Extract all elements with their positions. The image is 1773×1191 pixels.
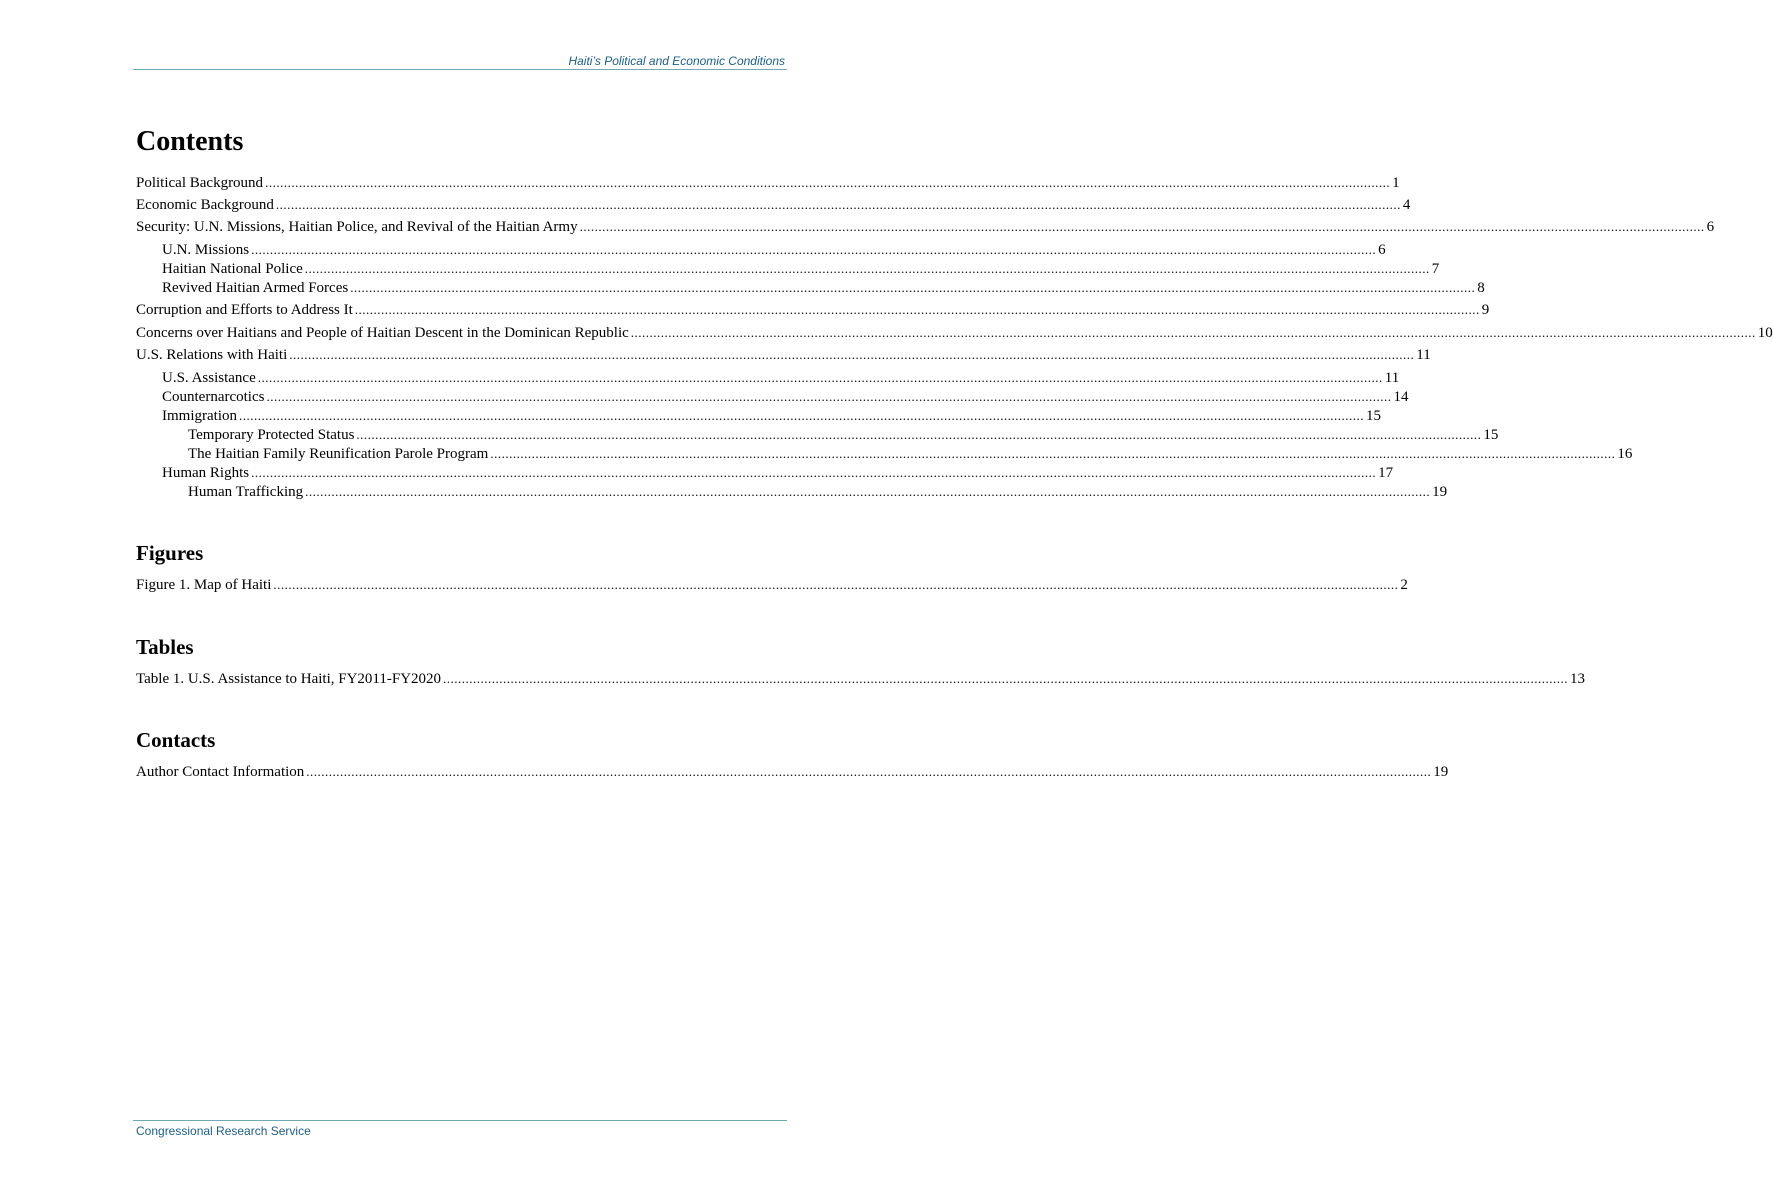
toc-entry-label: The Haitian Family Reunification Parole Program — [188, 446, 489, 462]
toc-entry-page: 10 — [1757, 325, 1773, 341]
toc-entry-page: 9 — [1481, 302, 1490, 318]
toc-entry-label: U.S. Relations with Haiti — [136, 347, 288, 363]
contacts-heading: Contacts — [136, 728, 216, 752]
dot-leader: ............................................................................................................................................................................................................................................................................................................ — [579, 219, 1705, 234]
dot-leader: ............................................................................................................................................................................................................................................................................................................ — [306, 764, 1432, 779]
toc-entry-page: 15 — [1483, 427, 1499, 443]
toc-entry[interactable] — [162, 407, 1381, 425]
tables-heading: Tables — [136, 635, 194, 659]
toc-entry-page: 2 — [1400, 577, 1408, 593]
toc-entry[interactable] — [136, 763, 1449, 781]
toc-entry-label: Security: U.N. Missions, Haitian Police, and Revival of the Haitian Army — [136, 219, 578, 235]
toc-entry-page: 4 — [1402, 197, 1411, 213]
toc-entry[interactable] — [162, 464, 1394, 482]
dot-leader: ............................................................................................................................................................................................................................................................................................................ — [257, 370, 1383, 385]
dot-leader: ............................................................................................................................................................................................................................................................................................................ — [356, 427, 1482, 442]
dot-leader: ............................................................................................................................................................................................................................................................................................................ — [443, 671, 1569, 686]
dot-leader: ............................................................................................................................................................................................................................................................................................................ — [251, 242, 1377, 257]
toc-entry[interactable] — [162, 388, 1409, 406]
toc-entry-page: 13 — [1570, 671, 1586, 687]
toc-entry[interactable] — [162, 369, 1400, 387]
dot-leader: ............................................................................................................................................................................................................................................................................................................ — [289, 347, 1415, 362]
toc-entry-page: 11 — [1416, 347, 1431, 363]
toc-entry[interactable] — [162, 279, 1485, 297]
toc-entry-page: 19 — [1432, 484, 1448, 500]
dot-leader: ............................................................................................................................................................................................................................................................................................................ — [630, 325, 1756, 340]
toc-entry-page: 7 — [1431, 261, 1440, 277]
footer-org: Congressional Research Service — [136, 1124, 311, 1138]
running-title: Haiti’s Political and Economic Conditions — [568, 54, 785, 68]
dot-leader: ............................................................................................................................................................................................................................................................................................................ — [251, 465, 1377, 480]
dot-leader: ............................................................................................................................................................................................................................................................................................................ — [490, 446, 1616, 461]
dot-leader: ............................................................................................................................................................................................................................................................................................................ — [273, 577, 1399, 592]
dot-leader: ............................................................................................................................................................................................................................................................................................................ — [275, 197, 1401, 212]
toc-entry-page: 8 — [1477, 280, 1485, 296]
running-header — [133, 53, 787, 70]
toc-entry-label: Table 1. U.S. Assistance to Haiti, FY2011-FY2020 — [136, 671, 442, 687]
dot-leader: ............................................................................................................................................................................................................................................................................................................ — [239, 408, 1364, 423]
toc-entry-page: 15 — [1366, 408, 1381, 424]
toc-entry[interactable] — [136, 670, 1586, 688]
toc-entry-label: Economic Background — [136, 197, 274, 213]
toc-entry[interactable] — [136, 174, 1400, 192]
toc-entry[interactable] — [136, 301, 1490, 319]
dot-leader: ............................................................................................................................................................................................................................................................................................................ — [265, 175, 1391, 190]
toc-entry-label: Political Background — [136, 175, 264, 191]
figures-heading: Figures — [136, 541, 204, 565]
toc-entry[interactable] — [136, 346, 1431, 364]
toc-entry[interactable] — [136, 324, 1773, 342]
toc-entry-label: Revived Haitian Armed Forces — [162, 280, 349, 296]
dot-leader: ............................................................................................................................................................................................................................................................................................................ — [304, 261, 1430, 276]
toc-entry-label: Temporary Protected Status — [188, 427, 355, 443]
toc-entry-page: 1 — [1392, 175, 1400, 191]
toc-entry-page: 11 — [1384, 370, 1400, 386]
dot-leader: ............................................................................................................................................................................................................................................................................................................ — [354, 302, 1480, 317]
toc-entry[interactable] — [136, 576, 1408, 594]
toc-entry[interactable] — [136, 218, 1715, 236]
toc-entry-label: Concerns over Haitians and People of Haitian Descent in the Dominican Republic — [136, 325, 629, 341]
toc-entry-page: 6 — [1378, 242, 1386, 258]
toc-entry[interactable] — [188, 445, 1633, 463]
toc-entry-label: Human Trafficking — [188, 484, 304, 500]
toc-entry-label: U.S. Assistance — [162, 370, 256, 386]
toc-entry[interactable] — [136, 196, 1411, 214]
dot-leader: ............................................................................................................................................................................................................................................................................................................ — [350, 280, 1476, 295]
toc-entry[interactable] — [162, 241, 1386, 259]
dot-leader: ............................................................................................................................................................................................................................................................................................................ — [305, 484, 1431, 499]
toc-entry-page: 17 — [1378, 465, 1394, 481]
toc-entry-label: Counternarcotics — [162, 389, 265, 405]
toc-entry-page: 16 — [1617, 446, 1633, 462]
toc-entry[interactable] — [188, 483, 1448, 501]
page-footer — [133, 1120, 787, 1138]
toc-entry-page: 14 — [1393, 389, 1409, 405]
toc-entry[interactable] — [188, 426, 1499, 444]
toc-entry-label: Human Rights — [162, 465, 250, 481]
toc-entry-label: Haitian National Police — [162, 261, 303, 277]
toc-entry-label: Author Contact Information — [136, 764, 305, 780]
toc-entry-label: Figure 1. Map of Haiti — [136, 577, 272, 593]
toc-entry[interactable] — [162, 260, 1440, 278]
toc-entry-page: 19 — [1433, 764, 1449, 780]
toc-entry-label: Immigration — [162, 408, 237, 424]
dot-leader: ............................................................................................................................................................................................................................................................................................................ — [266, 389, 1392, 404]
toc-entry-page: 6 — [1706, 219, 1715, 235]
toc-entry-label: U.N. Missions — [162, 242, 250, 258]
toc-entry-label: Corruption and Efforts to Address It — [136, 302, 353, 318]
contents-heading: Contents — [136, 126, 244, 157]
